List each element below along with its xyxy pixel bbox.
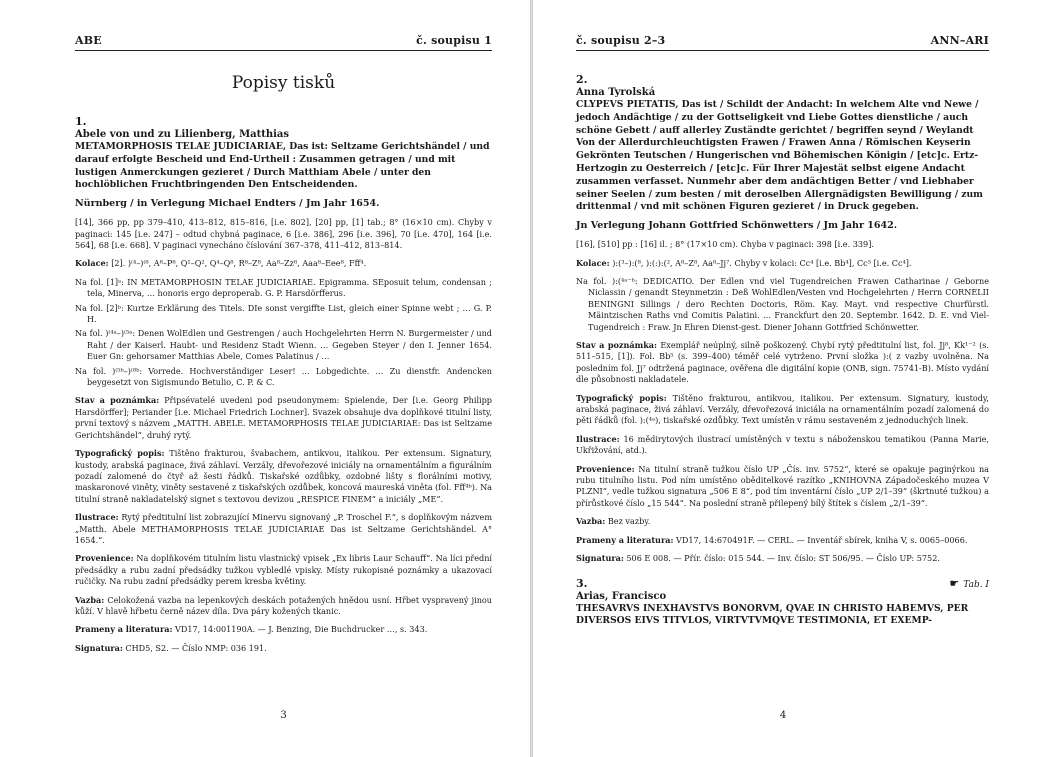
entry-author: Anna Tyrolská bbox=[576, 87, 656, 98]
section-label: Provenience: bbox=[75, 553, 134, 564]
entry-number: 1. bbox=[75, 115, 87, 128]
entry-title: THESAVRVS INEXHAVSTVS BONORVM, QVAE IN CHRISTO HABEMVS, PER DIVERSOS EIVS TITVLOS, VIRTVTVMQVE TESTIMONIA, ET EXEMP- bbox=[576, 602, 969, 627]
section-stav bbox=[75, 395, 492, 441]
section-ilustrace bbox=[576, 434, 989, 457]
entry-number: 3. bbox=[576, 576, 588, 590]
kolace-label: Kolace: bbox=[576, 257, 610, 268]
section-text: Tištěno frakturou, švabachem, antikvou, italikou. Per extensum. Signatury, kustody, arabská paginace, živá záhlaví. Verzály, dřevořezové iniciály na ornamentálním a figurálním pozadí zalomené do čtyř až šesti řádků. Tiskařské ozdůbky, ozdobné lišty s florálními motivy, maskaronové viněty, viněty sestavené z tiskařských ozdůbek, koncová maureská viněta (fol. Fff⁴ᵇ). Na titulní straně nakladatelský signet s textovou devizou „RESPICE FINEM“ a iniciály „ME“. bbox=[75, 448, 493, 504]
entry-author: Arias, Francisco bbox=[576, 590, 667, 602]
section-prameny bbox=[576, 535, 989, 546]
section-text: Na doplňkovém titulním listu vlastnický vpisek „Ex libris Laur Schauff“. Na líci přední předsádky a rubu zadní předsádky tužkou vybledlé vpisky. Místy rukopisné poznámky a ukazovací ručičky. Na rubu zadní předsádky perem kresba květiny. bbox=[75, 553, 492, 587]
section-label: Prameny a literatura: bbox=[576, 534, 674, 545]
running-head-left: ABE bbox=[75, 34, 102, 47]
section-text: Bez vazby. bbox=[605, 516, 651, 527]
section-text: 16 mědirytových ilustrací umístěných v textu s náboženskou tematikou (Panna Marie, Ukřižování, atd.). bbox=[576, 433, 989, 456]
section-text: Tištěno frakturou, antikvou, italikou. Per extensum. Signatury, kustody, arabská paginace, živá záhlaví. Verzály, dřevořezová iniciála na ornamentálním pozadí zalomená do pěti řádků (fol. ):(⁴ᵃ), tiskařské ozdůbky. Text umístěn v rámu sestaveném z jednoduchých linek. bbox=[576, 392, 990, 426]
note: Na fol. )⁽⁴ᵃ–)⁽⁵ᵃ: Denen WolEdlen und Gestrengen / auch Hochgelehrten Herrn N. Burgermeister / und Raht / der Kaiserl. Haubt- und Residenz Stadt Wienn. … Gegeben Steyer / den I. Jenner 1654. Euer Gn: gehorsamer Matthias Abele, Comes Palatinus / … bbox=[75, 328, 492, 362]
entry-title: METAMORPHOSIS TELAE JUDICIARIAE, Das ist: Seltzame Gerichtshändel / und darauf erfolgte Bescheid und End-Urtheil : Zusammen getragen / und mit lustigen Anmerckungen gezieret / Durch Matthiam Abele / unter den hochlöblichen Fruchtbringenden Den Entscheidenden. bbox=[75, 141, 490, 191]
kolace-text: [2]. )⁽⁴–)⁽⁸, A⁸–P⁸, Q¹–Q², Q⁴–Q⁸, R⁸–Z⁸, Aa⁸–Zz⁸, Aaa⁸–Eee⁸, Fff⁴. bbox=[108, 258, 367, 269]
section-label: Stav a poznámka: bbox=[576, 340, 658, 351]
running-head-left: č. soupisu 2–3 bbox=[576, 34, 666, 47]
section-vazba bbox=[75, 595, 492, 618]
section-provenience bbox=[576, 464, 989, 510]
section-typograficky bbox=[75, 448, 492, 505]
section-text: 506 E 008. — Přír. číslo: 015 544. — Inv. číslo: ST 506/95. — Číslo UP: 5752. bbox=[623, 553, 940, 564]
running-head bbox=[576, 34, 989, 51]
section-typograficky bbox=[576, 393, 989, 427]
section-text: VD17, 14:670491F. — CERL. — Inventář sbírek, kniha V, s. 0065–0066. bbox=[673, 534, 968, 545]
section-vazba bbox=[576, 516, 989, 527]
kolace-text: ):(³–):(⁸, ):(:):(², A⁸–Z⁸, Aa⁸–Jj⁷. Chyby v kolaci: Cc⁴ [i.e. Bb⁴], Cc⁵ [i.e. Cc⁴]. bbox=[609, 257, 912, 268]
section-ilustrace bbox=[75, 512, 492, 546]
section-label: Signatura: bbox=[75, 642, 123, 653]
running-head bbox=[75, 34, 492, 51]
section-text: Exemplář neúplný, silně poškozený. Chybí rytý předtitulní list, fol. Jj⁸, Kk¹⁻² (s. 511–515, [1]). Fol. Bb⁵ (s. 399–400) téměř celé vytrženo. První složka ):( z vazby uvolněna. Na posledním fol. Jj⁷ odtržená paginace, ověřena dle digitální kopie (ONB, sign. 75741-B). Místo vydání dle působnosti nakladatele. bbox=[576, 340, 989, 385]
table-reference[interactable] bbox=[949, 577, 989, 590]
table-reference-label: Tab. I bbox=[963, 579, 989, 590]
right-page bbox=[533, 0, 1063, 757]
entry-imprint: Nürnberg / in Verlegung Michael Endters / Jm Jahr 1654. bbox=[75, 198, 380, 210]
section-label: Typografický popis: bbox=[75, 448, 165, 459]
page-number: 3 bbox=[280, 710, 287, 721]
note: Na fol. [2]ᵇ: Kurtze Erklärung des Titels. DIe sonst vergiffte List, gleich einer Spinne webt ; … G. P. H. bbox=[75, 302, 492, 325]
kolace bbox=[75, 258, 492, 269]
note: Na fol. [1]ᵃ: IN METAMORPHOSIN TELAE JUDICIARIAE. Epigramma. SEposuit telum, condensan ; tela, Minerva, … honoris ergo deproperab. G. P. Harsdörfferus. bbox=[75, 276, 492, 299]
section-text: Připsévatelé uvedeni pod pseudonymem: Spielende, Der [i.e. Georg Philipp Harsdörffer]; Periander [i.e. Michael Friedrich Lochner]. Svazek obsahuje dva doplňkové titulní listy, první textový s názvem „MATTH. ABELE. METAMORPHOSIS TELAE JUDICIARIAE: Das ist Seltzame Gerichtshändel“, druhý rytý. bbox=[75, 395, 492, 440]
section-title: Popisy tisků bbox=[231, 73, 336, 93]
section-text: VD17, 14:001190A. — J. Benzing, Die Buchdrucker …, s. 343. bbox=[172, 624, 428, 635]
collation: [16], [510] pp : [16] il. ; 8° (17×10 cm). Chyba v paginaci: 398 [i.e. 339]. bbox=[576, 239, 874, 250]
section-signatura bbox=[576, 553, 989, 564]
entry-number: 2. bbox=[576, 73, 588, 86]
note: Na fol. ):(⁴ᵃ⁻ᵇ: DEDICATIO. Der Edlen vnd viel Tugendreichen Frawen Catharinae / Geborne Niclassin / genandt Steynmetzin : Deß WohlEdlen/Vesten vnd Hochgelehrten / Herrn CORNELII BENINGNI Sillings / dero Rechten Doctoris, Röm. Kay. Mayt. vnd respective Churfürstl. Mäintzischen Raths vnd Comitis Palatini. … Franckfurt den 20. Septembr. 1642. D. E. vnd Viel-Tugendreich : Fraw. Jn Ehren Dienst-gest. Diener Johann Gottfried Schönwetter. bbox=[576, 275, 989, 332]
running-head-right: ANN–ARI bbox=[930, 34, 989, 47]
section-prameny bbox=[75, 624, 492, 635]
section-label: Typografický popis: bbox=[576, 392, 667, 403]
kolace bbox=[576, 258, 989, 269]
section-label: Prameny a literatura: bbox=[75, 624, 173, 635]
section-label: Signatura: bbox=[576, 553, 624, 564]
entry-title: CLYPEVS PIETATIS, Das ist / Schildt der Andacht: In welchem Alte vnd Newe / jedoch Andächtige / zu der Gottseligkeit vnd Liebe Gottes dienstliche / auch schöne Gebett / auff allerley Zuständte gerichtet / begriffen seynd / Weylandt Von der Allerdurchleuchtigsten Frawen / Frawen Anna / Römischen Keyserin Gekrönten Teutschen / Hungerischen vnd Böhemischen Königin / [etc]c. Ertz-Hertzogin zu Oesterreich / [etc]c. Für Ihrer Majestät selbst eigene Andacht zusammen verfasset. Nunmehr aber dem andächtigen Better / vnd Liebhaber seiner Seelen / zum besten / mit deroselben Allergnädigsten Bewilligung / zum drittenmal / vnd mit schönen Figuren gezieret / in Druck gegeben. bbox=[576, 99, 983, 213]
section-label: Provenience: bbox=[576, 463, 635, 474]
note: Na fol. )⁽⁵ᵇ–)⁽⁸ᵇ: Vorrede. Hochverständiger Leser! … Lobgedichte. … Zu dienstfr. Andencken beygesetzt von Sigismundo Betulio, C. P. & C. bbox=[75, 365, 492, 388]
section-signatura bbox=[75, 643, 492, 654]
entry-author: Abele von und zu Lilienberg, Matthias bbox=[75, 129, 290, 140]
section-label: Vazba: bbox=[576, 516, 606, 527]
section-label: Ilustrace: bbox=[75, 512, 119, 523]
section-provenience bbox=[75, 553, 492, 587]
kolace-label: Kolace: bbox=[75, 258, 109, 269]
section-label: Ilustrace: bbox=[576, 433, 620, 444]
section-text: Celokožená vazba na lepenkových deskách potažených hnědou usní. Hřbet vyspravený jinou kůží. V hlavě hřbetu černě název díla. Dva páry kožených tkanic. bbox=[75, 594, 492, 616]
left-page bbox=[0, 0, 530, 757]
section-text: Rytý předtitulní list zobrazující Minervu signovaný „P. Troschel F.“, s doplňkovým názvem „Matth. Abele METHAMORPHOSIS TELAE JUDICIARIAE Das ist Seltzame Gerichtshändel. A° 1654.“. bbox=[75, 512, 492, 545]
section-text: Na titulní straně tužkou číslo UP „Čís. inv. 5752“, které se opakuje paginýrkou na rubu titulního listu. Pod ním umístěno oběditelkové razítko „KNIHOVNA Západočeského muzea V PLZNI“, vedle tužkou signatura „506 E 8“, pod tím inventární číslo „UP 2/1–39“ (škrtnuté tužkou) a přírůstkové číslo „15 544“. Na poslední straně přilepený bílý štítek s číslem „2/1–39“. bbox=[576, 463, 989, 508]
entry-imprint: Jn Verlegung Johann Gottfried Schönwetters / Jm Jahr 1642. bbox=[576, 220, 898, 232]
section-text: CHD5, S2. — Číslo NMP: 036 191. bbox=[122, 642, 267, 653]
collation: [14], 366 pp, pp 379–410, 413–812, 815–816, [i.e. 802], [20] pp, [1] tab.; 8° (16×10 cm). Chyby v paginaci: 145 [i.e. 247] – odtud chybná paginace, 6 [i.e. 386], 296 [i.e. 396], 70 [i.e. 470], 164 [i.e. 564], 68 [i.e. 668]. V paginaci vynecháno číslování 367–378, 411–412, 813–814. bbox=[75, 217, 492, 250]
running-head-right: č. soupisu 1 bbox=[416, 34, 492, 47]
entry-3-header bbox=[576, 577, 989, 590]
pointing-hand-icon: ☛ bbox=[949, 576, 960, 590]
section-label: Stav a poznámka: bbox=[75, 395, 160, 406]
page-number: 4 bbox=[779, 710, 787, 721]
section-stav bbox=[576, 340, 989, 386]
section-label: Vazba: bbox=[75, 594, 105, 605]
